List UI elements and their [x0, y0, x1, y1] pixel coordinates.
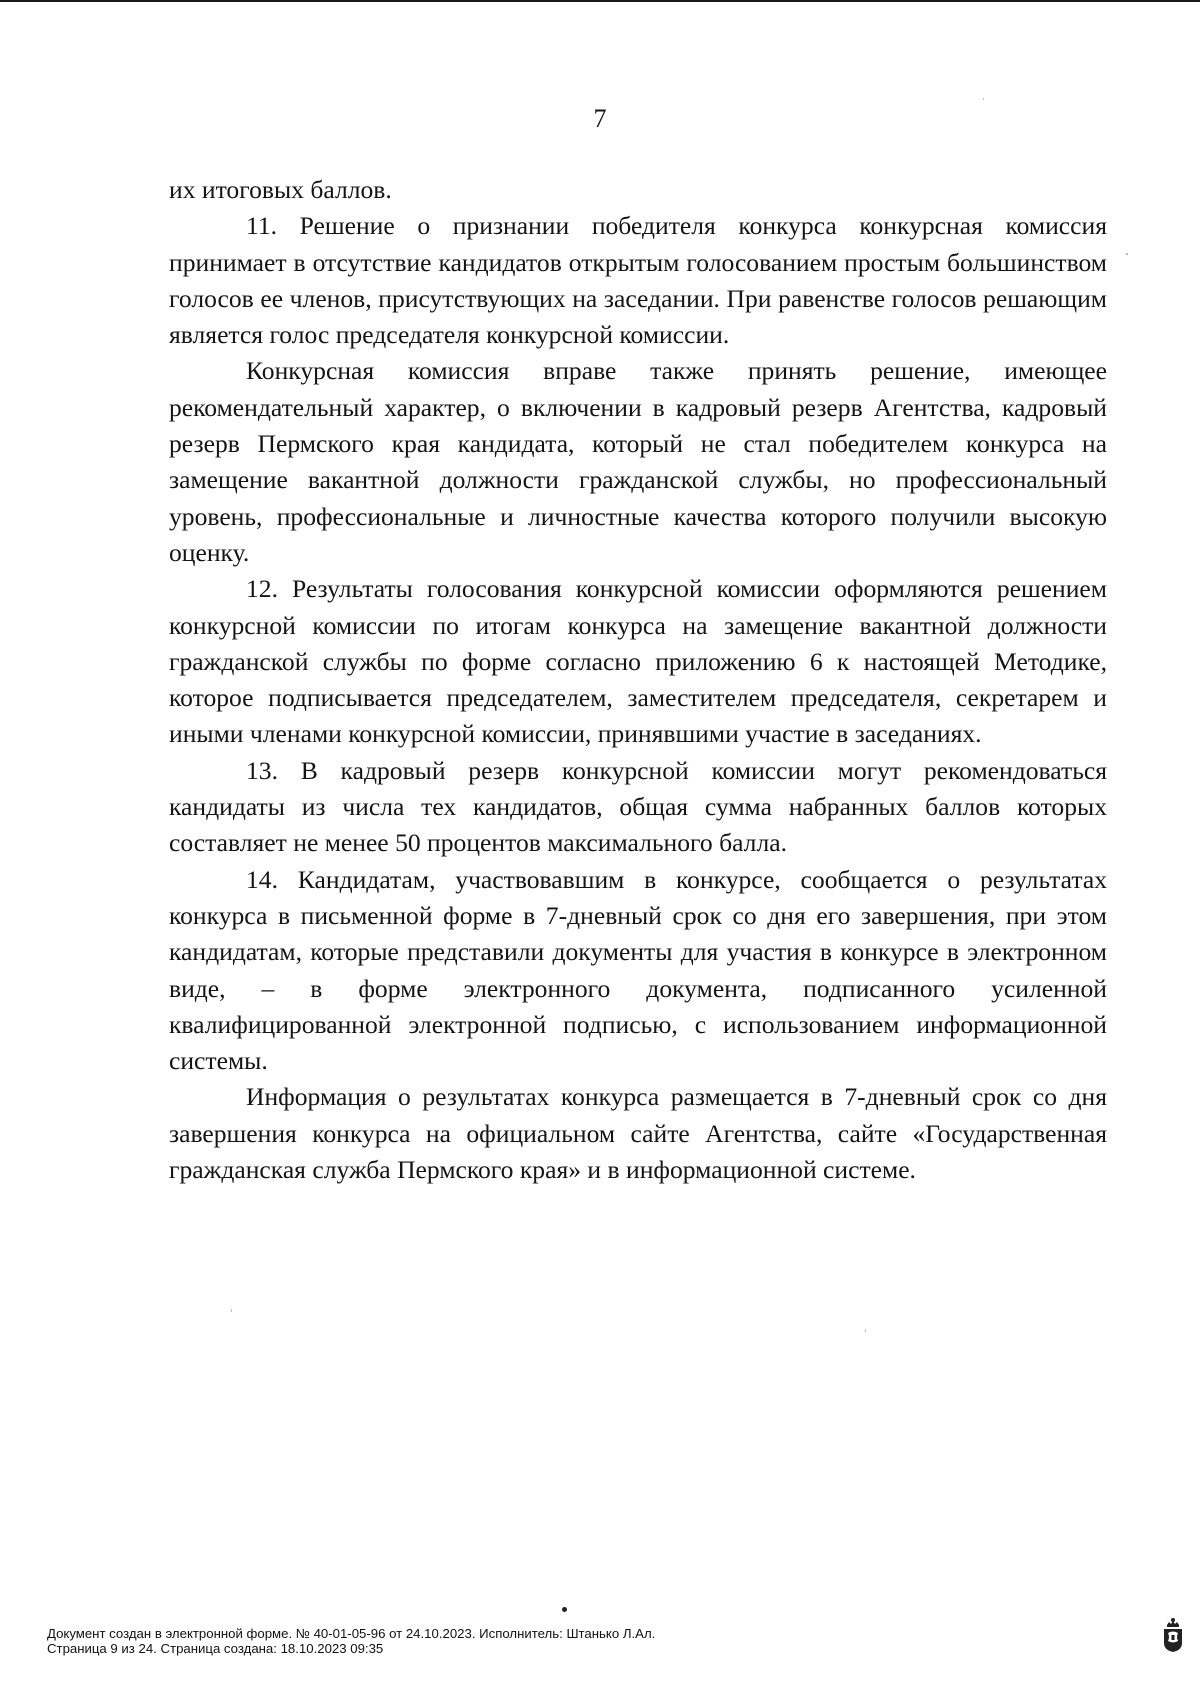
footer-line-page-info: Страница 9 из 24. Страница создана: 18.10.2023 09:35 [47, 1640, 384, 1656]
paragraph-results-info: Информация о результатах конкурса размещается в 7-дневный срок со дня завершения конкурса на официальном сайте Агентства, сайте «Государственная гражданская служба Пермского края» и в информационной системе. [169, 1082, 1107, 1185]
paragraph-12: 12. Результаты голосования конкурсной комиссии оформляются решением конкурсной комиссии по итогам конкурса на замещение вакантной должности гражданской службы по форме согласно приложению 6 к настоящей Методике, которое подписывается председателем, заместителем председателя, секретарем и иными членами конкурсной комиссии, принявшими участие в заседаниях. [169, 574, 1107, 749]
document-body [169, 172, 1107, 1188]
scan-speck [983, 98, 984, 100]
paragraph-commission-rights: Конкурсная комиссия вправе также принять решение, имеющее рекомендательный характер, о включении в кадровый резерв Агентства, кадровый резерв Пермского края кандидата, который не стал победителем конкурса на замещение вакантной должности гражданской службы, но профессиональный уровень, профессиональные и личностные качества которого получили высокую оценку. [169, 356, 1107, 567]
perm-krai-coat-of-arms-icon [1162, 1617, 1184, 1653]
paragraph-13: 13. В кадровый резерв конкурсной комиссии могут рекомендоваться кандидаты из числа тех кандидатов, общая сумма набранных баллов которых составляет не менее 50 процентов максимального балла. [169, 755, 1107, 858]
paragraph-11: 11. Решение о признании победителя конкурса конкурсная комиссия принимает в отсутствие кандидатов открытым голосованием простым большинством голосов ее членов, присутствующих на заседании. При равенстве голосов решающим является голос председателя конкурсной комиссии. [169, 211, 1107, 350]
scan-speck [865, 1329, 866, 1332]
page-number: 7 [593, 104, 607, 133]
document-footer [47, 1627, 655, 1656]
scan-speck [1126, 253, 1128, 255]
page-top-border [0, 0, 1200, 2]
scan-speck [231, 1309, 232, 1312]
paragraph-continuation: их итоговых баллов. [169, 175, 392, 204]
paragraph-14: 14. Кандидатам, участвовавшим в конкурсе, сообщается о результатах конкурса в письменной форме в 7-дневный срок со дня его завершения, при этом кандидатам, которые представили документы для участия в конкурсе в электронном виде, – в форме электронного документа, подписанного усиленной квалифицированной электронной подписью, с использованием информационной системы. [169, 864, 1107, 1076]
footer-line-document-info: Документ создан в электронной форме. № 40-01-05-96 от 24.10.2023. Исполнитель: Штанько Л.Ал. [47, 1626, 656, 1641]
page-center-mark [562, 1607, 567, 1612]
